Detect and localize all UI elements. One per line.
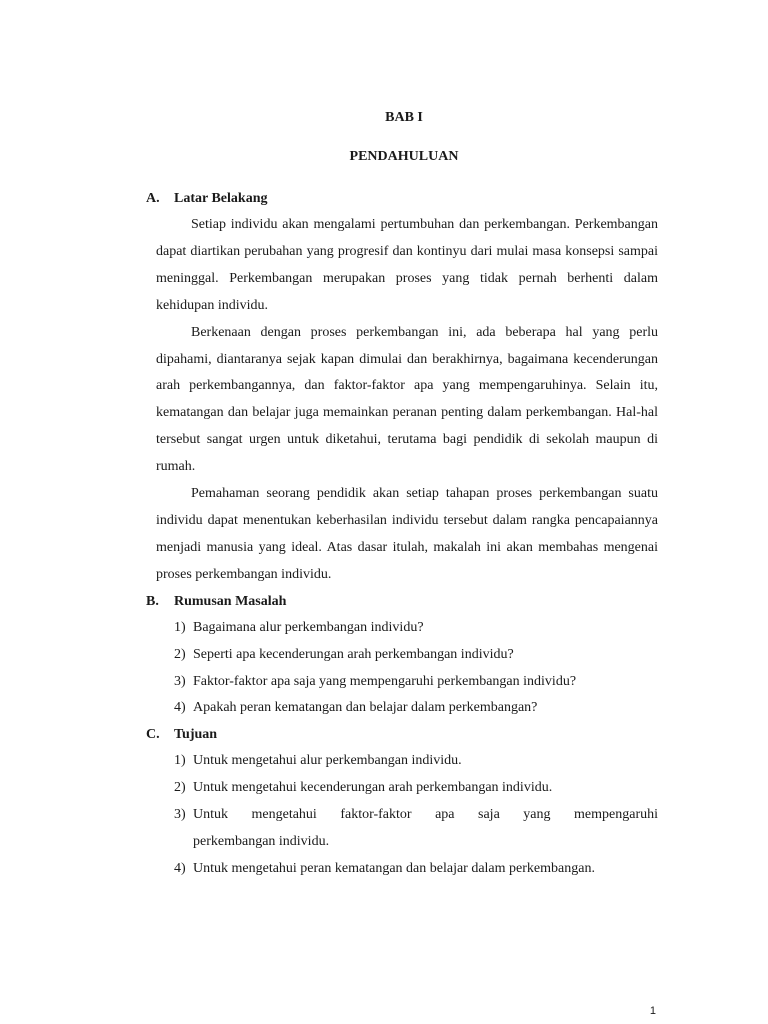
list-text: Untuk mengetahui alur perkembangan individu. xyxy=(193,753,462,769)
section-heading-a xyxy=(146,186,658,212)
list-text: Untuk mengetahui faktor-faktor apa saja yang mempengaruhi xyxy=(193,807,658,823)
list-item xyxy=(174,695,658,722)
list-item xyxy=(174,615,658,642)
section-heading-c xyxy=(146,722,658,748)
problem-list xyxy=(146,615,658,723)
list-text: Untuk mengetahui kecenderungan arah perkembangan individu. xyxy=(193,780,553,796)
page-number: 1 xyxy=(649,1005,656,1017)
section-title: Tujuan xyxy=(174,727,218,743)
list-number: 4) xyxy=(174,700,186,716)
list-item xyxy=(174,802,658,829)
paragraph-2: Berkenaan dengan proses perkembangan ini, ada beberapa hal yang perlu dipahami, diantaranya sejak kapan dimulai dan berakhirnya, bagaimana kecenderungan arah perkembangannya, dan faktor-faktor apa yang mempengaruhinya. Selain itu, kematangan dan belajar juga memainkan peranan penting dalam perkembangan. Hal-hal tersebut sangat urgen untuk diketahui, terutama bagi pendidik di sekolah maupun di rumah. xyxy=(156,324,658,475)
list-text-continuation: perkembangan individu. xyxy=(193,834,330,850)
chapter-number: BAB I xyxy=(385,110,423,125)
section-letter: C. xyxy=(146,727,160,743)
chapter-title: PENDAHULUAN xyxy=(349,149,459,164)
list-number: 4) xyxy=(174,860,186,876)
list-item xyxy=(174,669,658,696)
list-text: Untuk mengetahui peran kematangan dan belajar dalam perkembangan. xyxy=(193,860,595,876)
section-letter: B. xyxy=(146,593,159,609)
list-number: 3) xyxy=(174,673,186,689)
paragraph-1: Setiap individu akan mengalami pertumbuhan dan perkembangan. Perkembangan dapat diartikan perubahan yang progresif dan kontinyu dari mulai masa konsepsi sampai meninggal. Perkembangan merupakan proses yang tidak pernah berhenti dalam kehidupan individu. xyxy=(156,217,658,313)
section-heading-b xyxy=(146,589,658,615)
document-body xyxy=(146,186,658,883)
section-letter: A. xyxy=(146,191,160,206)
list-text: Apakah peran kematangan dan belajar dalam perkembangan? xyxy=(193,700,538,716)
list-item xyxy=(174,748,658,775)
list-item xyxy=(174,775,658,802)
objective-list xyxy=(146,748,658,883)
list-number: 2) xyxy=(174,780,186,796)
list-text: Seperti apa kecenderungan arah perkembangan individu? xyxy=(193,646,514,662)
list-number: 3) xyxy=(174,807,186,823)
list-number: 1) xyxy=(174,753,186,769)
section-title: Latar Belakang xyxy=(174,191,268,206)
paragraph-3: Pemahaman seorang pendidik akan setiap tahapan proses perkembangan suatu individu dapat menentukan keberhasilan individu tersebut dalam rangka pencapaiannya menjadi manusia yang ideal. Atas dasar itulah, makalah ini akan membahas mengenai proses perkembangan individu. xyxy=(156,486,658,582)
list-text: Faktor-faktor apa saja yang mempengaruhi perkembangan individu? xyxy=(193,673,577,689)
section-title: Rumusan Masalah xyxy=(174,593,287,609)
list-item xyxy=(174,642,658,669)
list-number: 1) xyxy=(174,619,186,635)
list-item xyxy=(174,856,658,883)
list-number: 2) xyxy=(174,646,186,662)
list-text: Bagaimana alur perkembangan individu? xyxy=(193,619,424,635)
